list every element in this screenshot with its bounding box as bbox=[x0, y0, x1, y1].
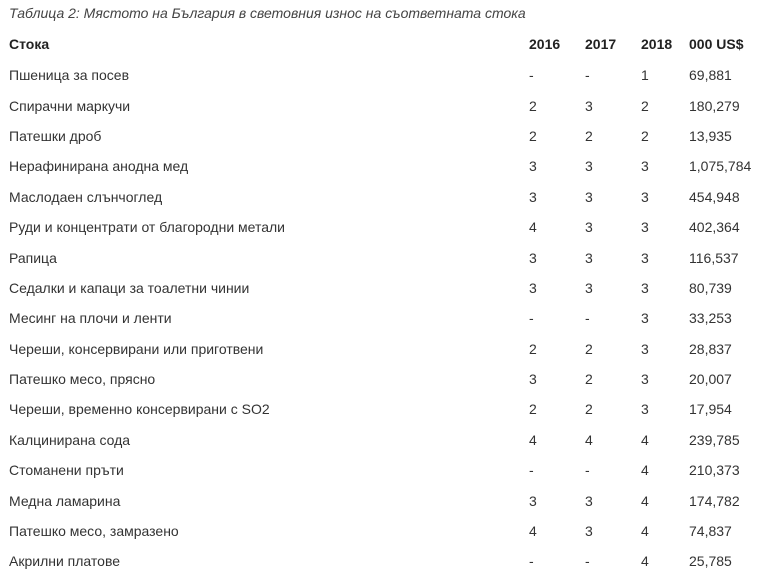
cell-value-usd: 239,785 bbox=[689, 431, 740, 448]
cell-value-usd: 1,075,784 bbox=[689, 158, 752, 175]
table-row bbox=[0, 90, 768, 120]
cell-rank-2018: 4 bbox=[641, 523, 649, 540]
cell-commodity: Маслодаен слънчоглед bbox=[9, 188, 163, 205]
table-row bbox=[0, 425, 768, 455]
cell-rank-2016: - bbox=[529, 67, 534, 84]
cell-commodity: Нерафинирана анодна мед bbox=[9, 158, 189, 175]
cell-rank-2016: 3 bbox=[529, 492, 537, 509]
cell-rank-2016: 3 bbox=[529, 249, 537, 266]
cell-rank-2017: 3 bbox=[585, 279, 593, 296]
table-body bbox=[0, 60, 768, 577]
cell-rank-2016: 2 bbox=[529, 401, 537, 418]
cell-rank-2018: 3 bbox=[641, 371, 649, 388]
cell-value-usd: 28,837 bbox=[689, 340, 732, 357]
cell-commodity: Рапица bbox=[9, 249, 57, 266]
header-2017: 2017 bbox=[585, 36, 617, 52]
cell-rank-2017: - bbox=[585, 310, 590, 327]
cell-rank-2016: 4 bbox=[529, 431, 537, 448]
cell-rank-2017: - bbox=[585, 67, 590, 84]
cell-value-usd: 74,837 bbox=[689, 523, 732, 540]
cell-value-usd: 25,785 bbox=[689, 553, 732, 570]
cell-value-usd: 13,935 bbox=[689, 127, 732, 144]
cell-commodity: Патешки дроб bbox=[9, 127, 102, 144]
header-2018: 2018 bbox=[641, 36, 673, 52]
cell-rank-2018: 4 bbox=[641, 553, 649, 570]
cell-rank-2016: 4 bbox=[529, 523, 537, 540]
header-commodity: Стока bbox=[9, 36, 50, 52]
cell-rank-2018: 3 bbox=[641, 158, 649, 175]
table-row bbox=[0, 334, 768, 364]
cell-commodity: Месинг на плочи и ленти bbox=[9, 310, 172, 327]
cell-rank-2018: 3 bbox=[641, 340, 649, 357]
cell-rank-2018: 3 bbox=[641, 188, 649, 205]
cell-rank-2016: - bbox=[529, 462, 534, 479]
cell-value-usd: 33,253 bbox=[689, 310, 732, 327]
cell-value-usd: 210,373 bbox=[689, 462, 740, 479]
cell-rank-2018: 3 bbox=[641, 310, 649, 327]
table-row bbox=[0, 273, 768, 303]
cell-rank-2017: 3 bbox=[585, 219, 593, 236]
cell-commodity: Медна ламарина bbox=[9, 492, 121, 509]
table-caption: Таблица 2: Мястото на България в световния износ на съответната стока bbox=[9, 5, 526, 21]
cell-value-usd: 402,364 bbox=[689, 219, 740, 236]
cell-rank-2017: 2 bbox=[585, 371, 593, 388]
cell-rank-2018: 2 bbox=[641, 127, 649, 144]
cell-commodity: Патешко месо, прясно bbox=[9, 371, 156, 388]
table-row bbox=[0, 60, 768, 90]
cell-rank-2018: 4 bbox=[641, 431, 649, 448]
cell-commodity: Череши, консервирани или приготвени bbox=[9, 340, 264, 357]
cell-rank-2017: 3 bbox=[585, 97, 593, 114]
cell-rank-2016: 2 bbox=[529, 127, 537, 144]
cell-commodity: Череши, временно консервирани с SO2 bbox=[9, 401, 270, 418]
export-rank-table bbox=[0, 28, 768, 577]
table-row bbox=[0, 516, 768, 546]
cell-rank-2018: 3 bbox=[641, 249, 649, 266]
cell-rank-2017: 3 bbox=[585, 523, 593, 540]
cell-rank-2018: 4 bbox=[641, 462, 649, 479]
cell-rank-2017: 3 bbox=[585, 158, 593, 175]
cell-rank-2016: - bbox=[529, 310, 534, 327]
cell-rank-2017: - bbox=[585, 553, 590, 570]
cell-rank-2018: 2 bbox=[641, 97, 649, 114]
table-row bbox=[0, 242, 768, 272]
cell-rank-2016: 4 bbox=[529, 219, 537, 236]
cell-commodity: Стоманени пръти bbox=[9, 462, 124, 479]
cell-rank-2017: - bbox=[585, 462, 590, 479]
header-2016: 2016 bbox=[529, 36, 561, 52]
cell-rank-2016: 3 bbox=[529, 371, 537, 388]
cell-commodity: Спирачни маркучи bbox=[9, 97, 131, 114]
cell-rank-2018: 3 bbox=[641, 401, 649, 418]
cell-value-usd: 17,954 bbox=[689, 401, 732, 418]
cell-rank-2016: 3 bbox=[529, 158, 537, 175]
cell-commodity: Акрилни платове bbox=[9, 553, 121, 570]
table-header-row bbox=[0, 28, 768, 60]
table-row bbox=[0, 455, 768, 485]
cell-value-usd: 174,782 bbox=[689, 492, 740, 509]
table-row bbox=[0, 151, 768, 181]
cell-value-usd: 20,007 bbox=[689, 371, 732, 388]
cell-rank-2016: 3 bbox=[529, 279, 537, 296]
cell-rank-2016: 3 bbox=[529, 188, 537, 205]
cell-value-usd: 180,279 bbox=[689, 97, 740, 114]
cell-rank-2017: 3 bbox=[585, 188, 593, 205]
cell-value-usd: 454,948 bbox=[689, 188, 740, 205]
cell-rank-2018: 3 bbox=[641, 219, 649, 236]
cell-rank-2017: 2 bbox=[585, 340, 593, 357]
table-row bbox=[0, 121, 768, 151]
cell-rank-2017: 2 bbox=[585, 127, 593, 144]
header-value-usd: 000 US$ bbox=[689, 36, 744, 52]
cell-commodity: Пшеница за посев bbox=[9, 67, 130, 84]
cell-rank-2018: 3 bbox=[641, 279, 649, 296]
table-row bbox=[0, 394, 768, 424]
table-row bbox=[0, 182, 768, 212]
cell-commodity: Калцинирана сода bbox=[9, 431, 131, 448]
cell-rank-2018: 4 bbox=[641, 492, 649, 509]
table-row bbox=[0, 212, 768, 242]
cell-value-usd: 80,739 bbox=[689, 279, 732, 296]
cell-commodity: Патешко месо, замразено bbox=[9, 523, 179, 540]
cell-commodity: Седалки и капаци за тоалетни чинии bbox=[9, 279, 250, 296]
table-row bbox=[0, 303, 768, 333]
cell-rank-2017: 3 bbox=[585, 249, 593, 266]
cell-value-usd: 69,881 bbox=[689, 67, 732, 84]
cell-rank-2017: 3 bbox=[585, 492, 593, 509]
table-row bbox=[0, 485, 768, 515]
cell-value-usd: 116,537 bbox=[689, 249, 739, 266]
cell-rank-2016: 2 bbox=[529, 340, 537, 357]
cell-rank-2016: - bbox=[529, 553, 534, 570]
table-row bbox=[0, 546, 768, 576]
cell-commodity: Руди и концентрати от благородни метали bbox=[9, 219, 286, 236]
cell-rank-2018: 1 bbox=[641, 67, 649, 84]
cell-rank-2016: 2 bbox=[529, 97, 537, 114]
cell-rank-2017: 2 bbox=[585, 401, 593, 418]
cell-rank-2017: 4 bbox=[585, 431, 593, 448]
table-row bbox=[0, 364, 768, 394]
